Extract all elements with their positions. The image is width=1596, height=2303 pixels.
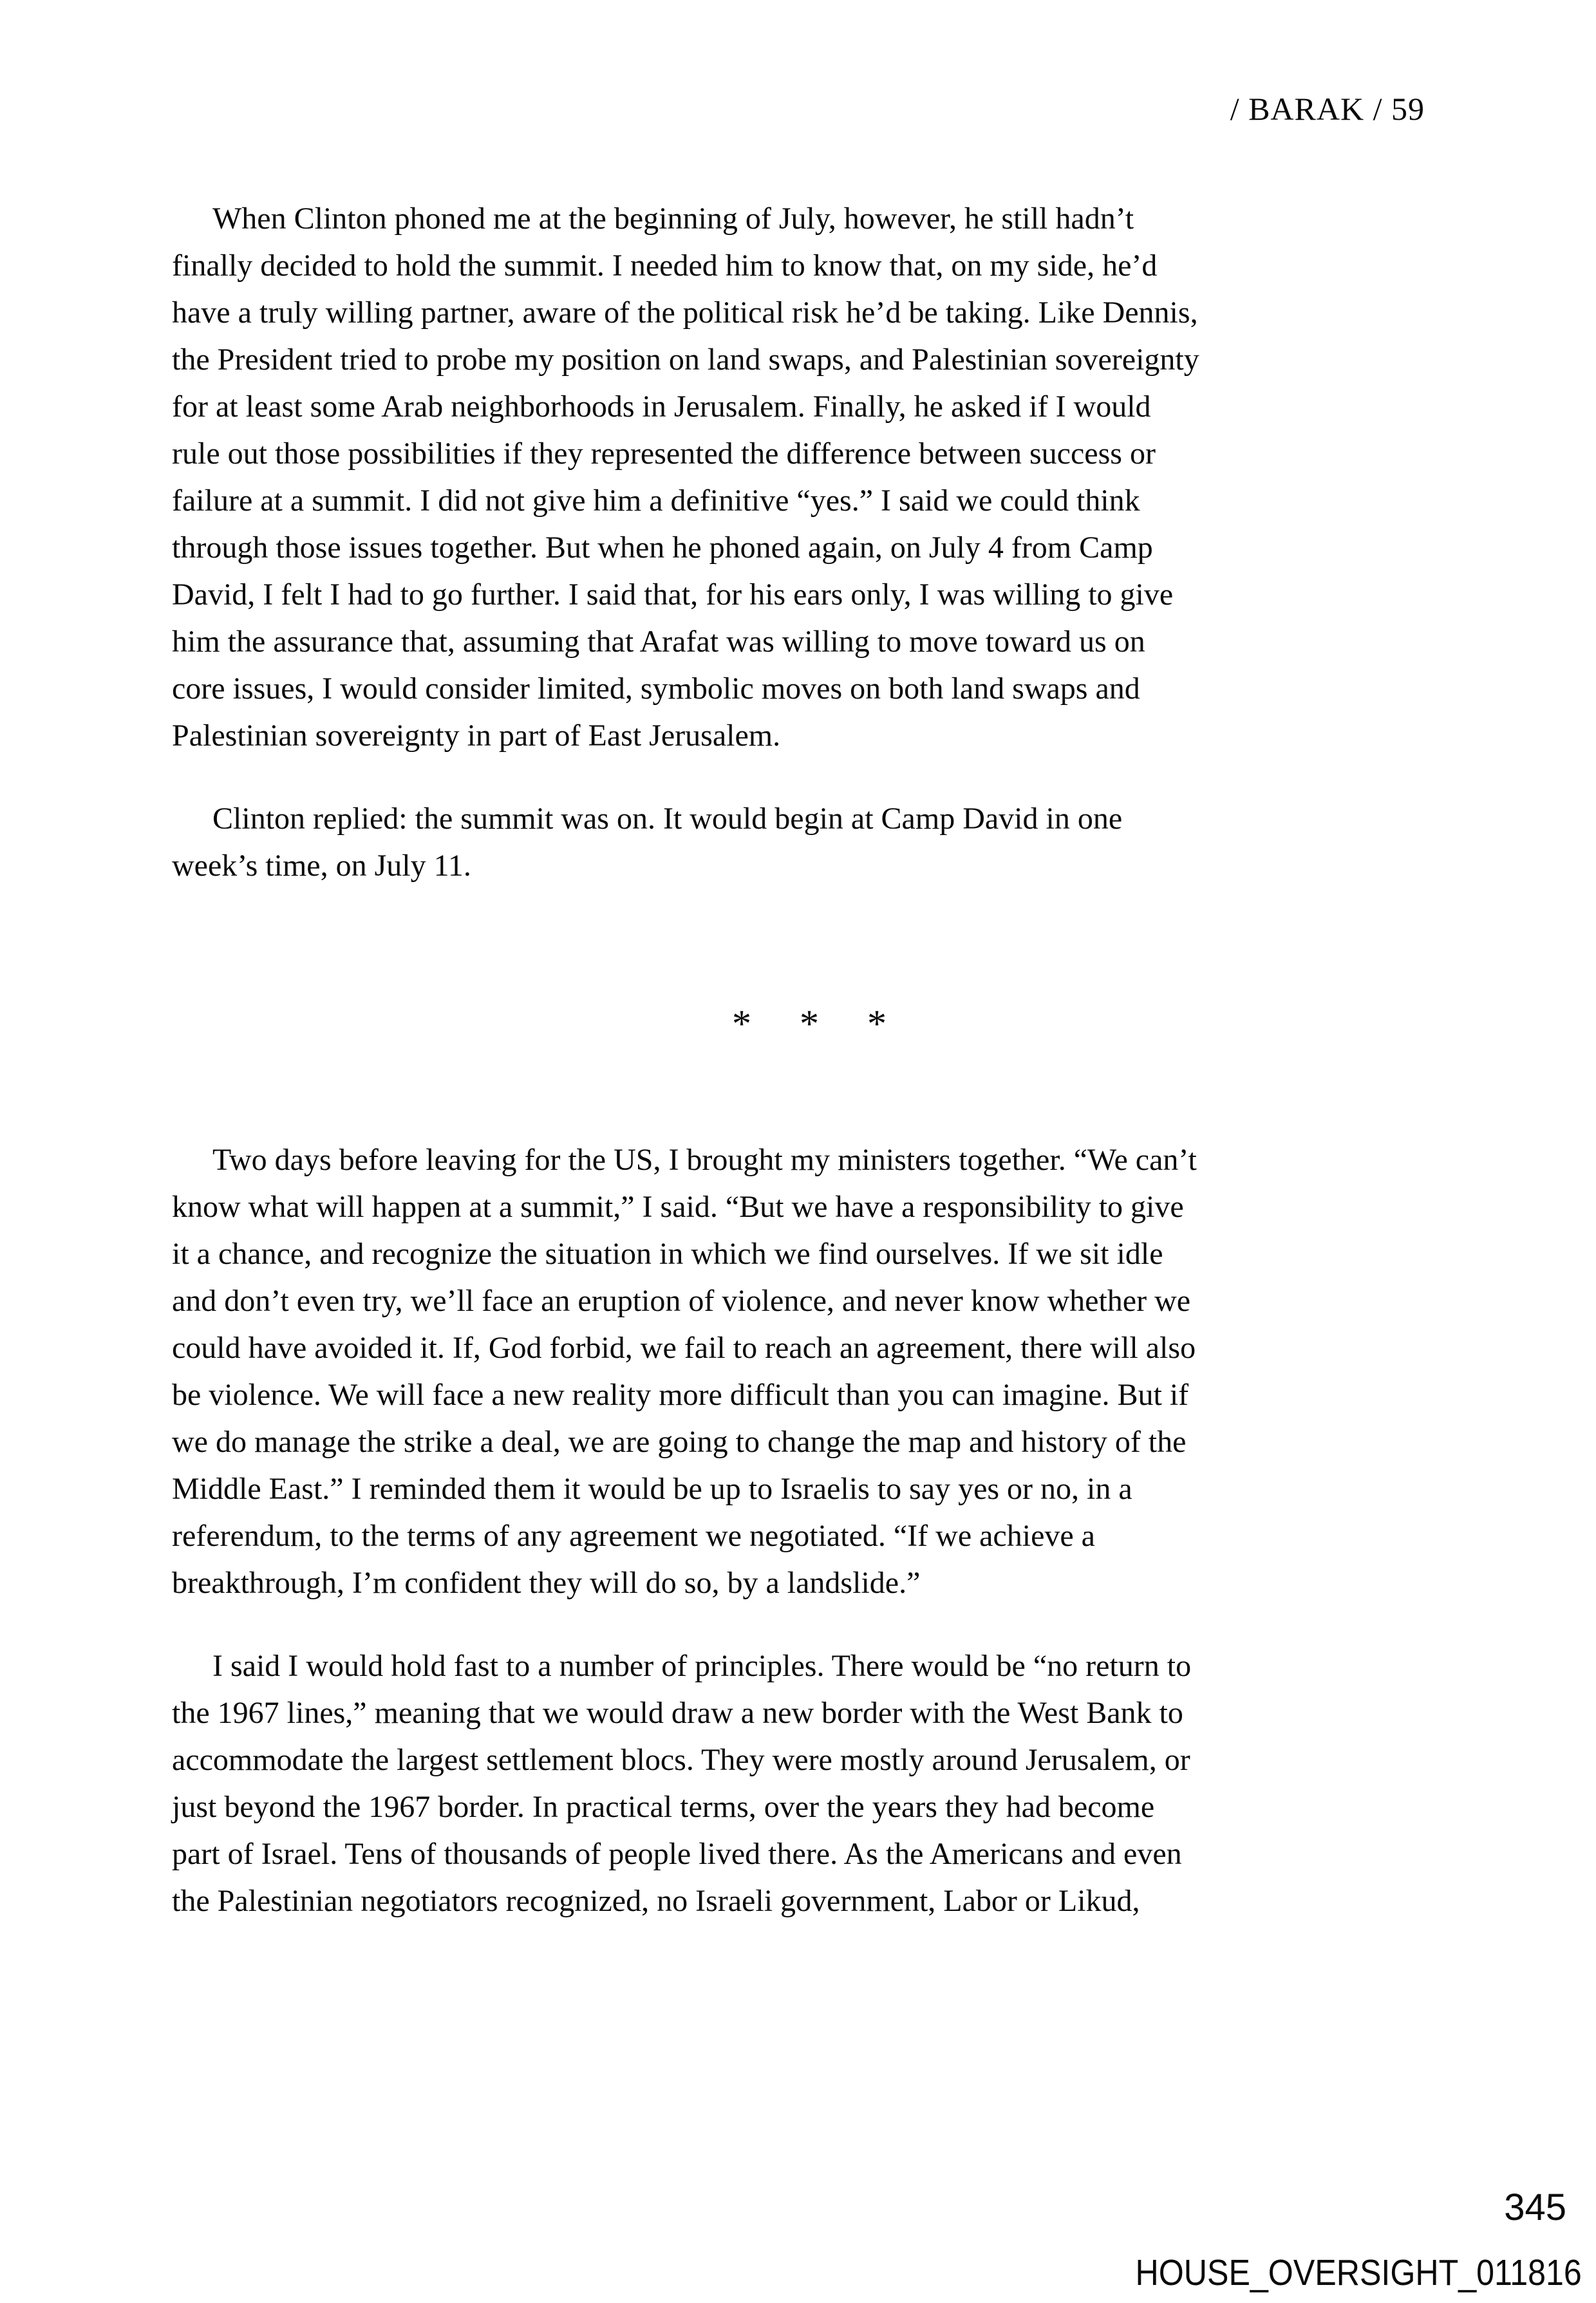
section-separator: * * * xyxy=(732,1002,887,1045)
text-line: it a chance, and recognize the situation in which we find ourselves. If we sit idle xyxy=(172,1237,1163,1271)
text-line: for at least some Arab neighborhoods in Jerusalem. Finally, he asked if I would xyxy=(172,390,1151,424)
text-line: Two days before leaving for the US, I brought my ministers together. “We can’t xyxy=(212,1143,1197,1177)
text-line: week’s time, on July 11. xyxy=(172,849,471,883)
text-line: part of Israel. Tens of thousands of people lived there. As the Americans and even xyxy=(172,1837,1182,1871)
text-line: referendum, to the terms of any agreement we negotiated. “If we achieve a xyxy=(172,1519,1095,1553)
text-line: rule out those possibilities if they represented the difference between success or xyxy=(172,437,1156,471)
text-line: through those issues together. But when he phoned again, on July 4 from Camp xyxy=(172,531,1153,565)
text-line: just beyond the 1967 border. In practical terms, over the years they had become xyxy=(172,1790,1155,1824)
text-line: we do manage the strike a deal, we are going to change the map and history of the xyxy=(172,1425,1187,1459)
text-line: know what will happen at a summit,” I said. “But we have a responsibility to give xyxy=(172,1190,1184,1224)
text-line: finally decided to hold the summit. I needed him to know that, on my side, he’d xyxy=(172,249,1158,283)
text-line: could have avoided it. If, God forbid, we fail to reach an agreement, there will also xyxy=(172,1331,1196,1365)
text-line: Palestinian sovereignty in part of East Jerusalem. xyxy=(172,719,781,753)
text-line: accommodate the largest settlement blocs. They were mostly around Jerusalem, or xyxy=(172,1743,1190,1777)
text-line: him the assurance that, assuming that Arafat was willing to move toward us on xyxy=(172,625,1145,659)
text-line: the Palestinian negotiators recognized, no Israeli government, Labor or Likud, xyxy=(172,1884,1140,1918)
text-line: I said I would hold fast to a number of principles. There would be “no return to xyxy=(212,1649,1192,1683)
text-line: the President tried to probe my position on land swaps, and Palestinian sovereignty xyxy=(172,343,1199,377)
text-line: core issues, I would consider limited, symbolic moves on both land swaps and xyxy=(172,672,1140,706)
running-header: / BARAK / 59 xyxy=(1230,91,1425,127)
text-line: have a truly willing partner, aware of the political risk he’d be taking. Like Dennis, xyxy=(172,296,1198,330)
paragraph xyxy=(172,795,1447,889)
bates-stamp: HOUSE_OVERSIGHT_011816 xyxy=(1135,2252,1582,2293)
text-line: Middle East.” I reminded them it would be up to Israelis to say yes or no, in a xyxy=(172,1472,1132,1506)
paragraph xyxy=(172,1136,1447,1606)
text-line: David, I felt I had to go further. I said that, for his ears only, I was willing to give xyxy=(172,578,1174,612)
text-line: and don’t even try, we’ll face an eruption of violence, and never know whether we xyxy=(172,1284,1191,1318)
text-line: When Clinton phoned me at the beginning of July, however, he still hadn’t xyxy=(212,202,1134,236)
text-line: breakthrough, I’m confident they will do so, by a landslide.” xyxy=(172,1566,921,1600)
text-line: the 1967 lines,” meaning that we would draw a new border with the West Bank to xyxy=(172,1696,1183,1730)
text-line: failure at a summit. I did not give him a definitive “yes.” I said we could think xyxy=(172,484,1140,518)
text-line: be violence. We will face a new reality more difficult than you can imagine. But if xyxy=(172,1378,1189,1412)
paragraph xyxy=(172,1642,1447,1924)
page-number: 345 xyxy=(1504,2186,1566,2228)
paragraph xyxy=(172,195,1447,759)
page-body xyxy=(172,195,1447,1924)
text-line: Clinton replied: the summit was on. It would begin at Camp David in one xyxy=(212,802,1123,836)
